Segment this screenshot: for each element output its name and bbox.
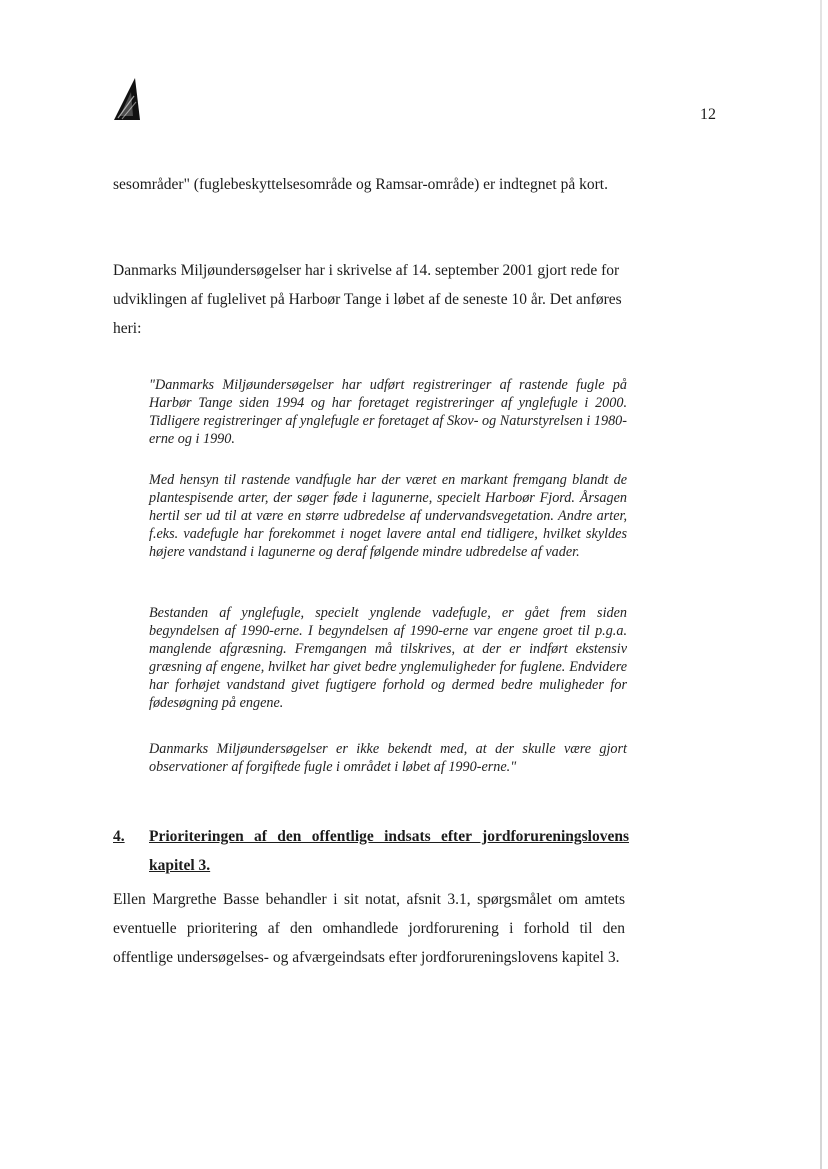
section-number: 4. <box>113 828 125 845</box>
quote-paragraph-waterbirds: Med hensyn til rastende vandfugle har der været en markant fremgang blandt de plantespisende arter, der søger føde i lagunerne, specielt Harboør Fjord. Årsagen hertil ser ud til at være en større udbredelse af undervandsvegetation. Andre arter, f.eks. vadefugle har forekommet i noget lavere antal end tidligere, hvilket skyldes højere vandstand i lagunerne og deraf følgende mindre udbredelse af vader. <box>149 472 627 560</box>
section-title: Prioriteringen af den offentlige indsats efter jordforureningslovens kapitel 3. <box>149 828 629 874</box>
paragraph-basse-notat: Ellen Margrethe Basse behandler i sit notat, afsnit 3.1, spørgsmålet om amtets eventuelle prioritering af den omhandlede jordforurening i forhold til den offentlige undersøgelses- og afværgeindsats efter jordforureningslovens kapitel 3. <box>113 891 625 966</box>
paragraph-dmu-letter: Danmarks Miljøundersøgelser har i skrivelse af 14. september 2001 gjort rede for udviklingen af fuglelivet på Harboør Tange i løbet af de seneste 10 år. Det anføres heri: <box>113 262 622 337</box>
triangle-logo-icon <box>114 78 140 120</box>
page-number: 12 <box>700 106 716 123</box>
quote-paragraph-breeding-birds: Bestanden af ynglefugle, specielt ynglende vadefugle, er gået frem siden begyndelsen af 1990-erne. I begyndelsen af 1990-erne var engene groet til p.g.a. manglende afgræsning. Fremgangen må tilskrives, at der er indført ekstensiv græsning af engene, hvilket har givet bedre ynglemuligheder for fuglene. Endvidere har forhøjet vandstand givet fugtigere forhold og dermed bedre muligheder for fødesøgning på engene. <box>149 605 627 711</box>
paragraph-kort: sesområder" (fuglebeskyttelsesområde og Ramsar-område) er indtegnet på kort. <box>113 176 608 193</box>
page-edge-shadow <box>820 0 822 1169</box>
quote-paragraph-poisoned-birds: Danmarks Miljøundersøgelser er ikke bekendt med, at der skulle være gjort observationer af forgiftede fugle i området i løbet af 1990-erne." <box>149 741 627 775</box>
quote-paragraph-registrations: "Danmarks Miljøundersøgelser har udført registreringer af rastende fugle på Harbør Tange siden 1994 og har foretaget registreringer af ynglefugle i 2000. Tidligere registreringer af ynglefugle er foretaget af Skov- og Naturstyrelsen i 1980-erne og i 1990. <box>149 377 627 447</box>
